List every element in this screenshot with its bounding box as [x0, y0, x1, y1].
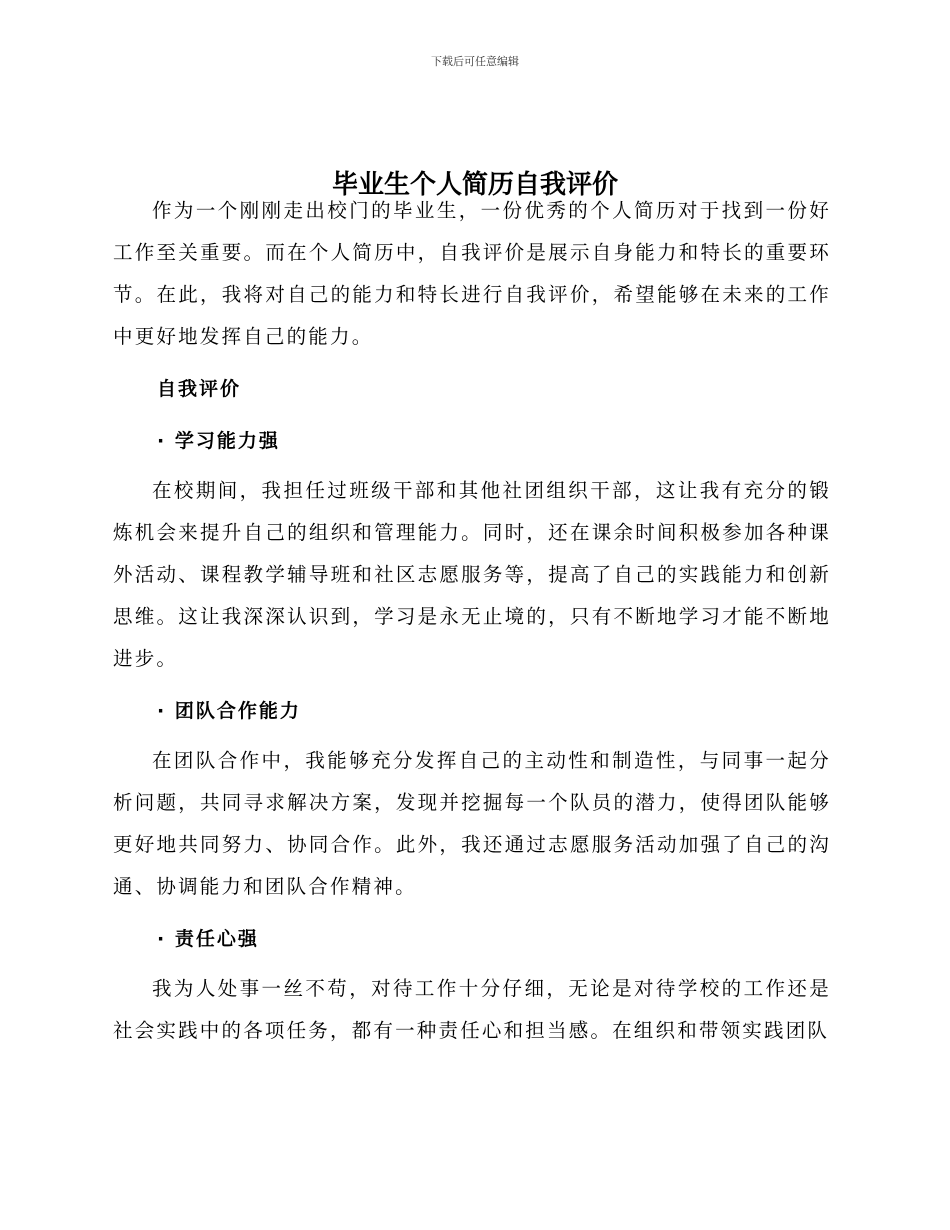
item-heading-responsibility: · 责任心强: [157, 928, 259, 950]
item-heading-teamwork: · 团队合作能力: [157, 700, 301, 722]
item-text-responsibility: 我为人处事一丝不苟，对待工作十分仔细，无论是对待学校的工作还是社会实践中的各项任务，都有一种责任心和担当感。在组织和带领实践团队: [113, 977, 831, 1042]
document-title: 毕业生个人简历自我评价: [331, 170, 618, 201]
item-text-teamwork: 在团队合作中，我能够充分发挥自己的主动性和制造性，与同事一起分析问题，共同寻求解决方案，发现并挖掘每一个队员的潜力，使得团队能够更好地共同努力、协同合作。此外，我还通过志愿服务活动加强了自己的沟通、协调能力和团队合作精神。: [113, 749, 831, 898]
document-body: [113, 190, 831, 1052]
intro-paragraph: 作为一个刚刚走出校门的毕业生，一份优秀的个人简历对于找到一份好工作至关重要。而在个人简历中，自我评价是展示自身能力和特长的重要环节。在此，我将对自己的能力和特长进行自我评价，希望能够在未来的工作中更好地发挥自己的能力。: [113, 199, 831, 348]
item-heading-learning: · 学习能力强: [157, 430, 280, 452]
page-header-note: 下载后可任意编辑: [431, 55, 519, 68]
item-text-learning: 在校期间，我担任过班级干部和其他社团组织干部，这让我有充分的锻炼机会来提升自己的组织和管理能力。同时，还在课余时间积极参加各种课外活动、课程教学辅导班和社区志愿服务等，提高了自己的实践能力和创新思维。这让我深深认识到，学习是永无止境的，只有不断地学习才能不断地进步。: [113, 479, 831, 670]
section-heading: 自我评价: [157, 378, 242, 400]
